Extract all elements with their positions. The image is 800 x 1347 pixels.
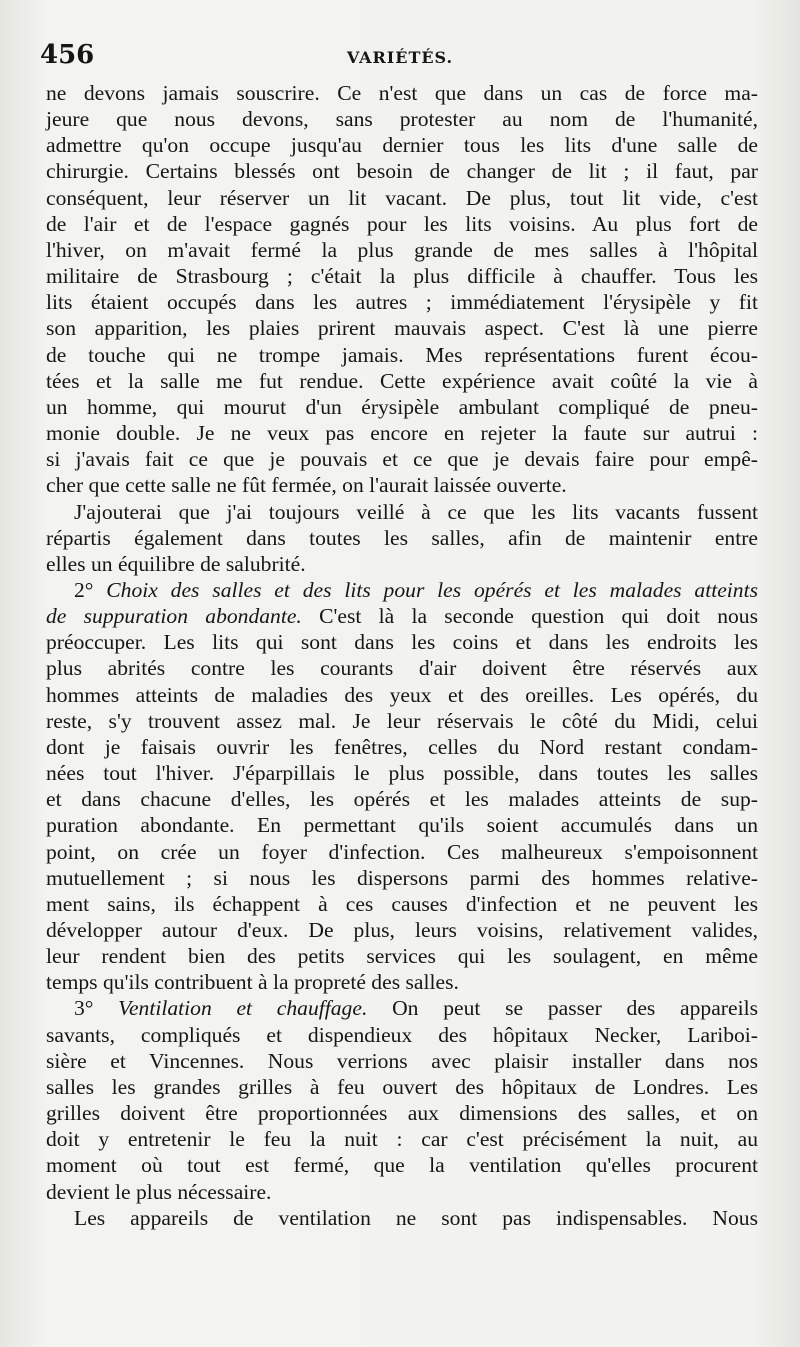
- text-line: ne devons jamais souscrire. Ce n'est que dans un cas de force ma-: [46, 81, 758, 105]
- text-line: sière et Vincennes. Nous verrions avec plaisir installer dans nos: [46, 1048, 758, 1073]
- text-line: développer autour d'eux. De plus, leurs voisins, relativement valides,: [46, 918, 758, 942]
- text-line: si j'avais fait ce que je pouvais et ce que je devais faire pour empê-: [46, 447, 758, 472]
- text-line: et dans chacune d'elles, les opérés et les malades atteints de sup-: [46, 787, 758, 812]
- text-line: temps qu'ils contribuent à la propreté des salles.: [46, 970, 459, 995]
- text-line: puration abondante. En permettant qu'ils soient accumulés dans un: [46, 813, 758, 838]
- text-line: mutuellement ; si nous les dispersons parmi des hommes relative-: [46, 865, 758, 890]
- text-line: [46, 577, 758, 603]
- text-line: point, on crée un foyer d'infection. Ces malheureux s'empoisonnent: [46, 839, 758, 864]
- page-header: [40, 40, 760, 74]
- text-line: admettre qu'on occupe jusqu'au dernier tous les lits d'une salle de: [46, 133, 758, 158]
- text-line: reste, s'y trouvent assez mal. Je leur réservais le côté du Midi, celui: [46, 708, 758, 733]
- text-line: devient le plus nécessaire.: [46, 1179, 272, 1204]
- text-line: leur rendent bien des petits services qui les soulagent, en même: [46, 944, 758, 969]
- section-number: 2°: [74, 577, 107, 602]
- text-line: moment où tout est fermé, que la ventilation qu'elles procurent: [46, 1153, 758, 1178]
- text-line: hommes atteints de maladies des yeux et des oreilles. Les opérés, du: [46, 682, 758, 707]
- section-number: 3°: [74, 996, 119, 1021]
- body-text: [46, 80, 758, 1231]
- running-head: VARIÉTÉS.: [346, 48, 454, 67]
- text-line: Les appareils de ventilation ne sont pas indispensables. Nous: [74, 1205, 758, 1230]
- text-line: doit y entretenir le feu la nuit : car c'est précisément la nuit, au: [46, 1127, 758, 1152]
- text-line: lits étaient occupés dans les autres ; immédiatement l'érysipèle y fit: [46, 290, 758, 315]
- text-line: chirurgie. Certains blessés ont besoin de changer de lit ; il faut, par: [46, 159, 758, 184]
- text-line: son apparition, les plaies prirent mauvais aspect. C'est là une pierre: [46, 316, 758, 341]
- text-line: [46, 603, 758, 629]
- text-line: plus abrités contre les courants d'air doivent être réservés aux: [46, 656, 758, 681]
- text-line: de touche qui ne trompe jamais. Mes représentations furent écou-: [46, 342, 758, 367]
- text-line: elles un équilibre de salubrité.: [46, 551, 306, 576]
- text-line: jeure que nous devons, sans protester au nom de l'humanité,: [46, 107, 758, 132]
- section-heading: de suppuration abondante.: [46, 604, 302, 629]
- text-line: répartis également dans toutes les salles, afin de maintenir entre: [46, 525, 758, 550]
- text-line: grilles doivent être proportionnées aux dimensions des salles, et on: [46, 1101, 758, 1126]
- text-run: C'est là la seconde question qui doit nous: [301, 604, 759, 629]
- text-line: cher que cette salle ne fût fermée, on l'aurait laissée ouverte.: [46, 473, 567, 498]
- section-heading: Ventilation et chauffage.: [118, 996, 368, 1021]
- text-line: un homme, qui mourut d'un érysipèle ambulant compliqué de pneu-: [46, 394, 758, 419]
- page-number: 456: [40, 40, 95, 70]
- text-line: J'ajouterai que j'ai toujours veillé à ce que les lits vacants fussent: [74, 499, 758, 524]
- text-run: On peut se passer des appareils: [367, 996, 758, 1021]
- text-line: monie double. Je ne veux pas encore en rejeter la faute sur autrui :: [46, 421, 758, 446]
- text-line: de l'air et de l'espace gagnés pour les lits voisins. Au plus fort de: [46, 211, 758, 236]
- text-line: l'hiver, on m'avait fermé la plus grande de mes salles à l'hôpital: [46, 237, 758, 262]
- section-heading: Choix des salles et des lits pour les opérés et les malades atteints: [106, 577, 758, 602]
- text-line: militaire de Strasbourg ; c'était la plus difficile à chauffer. Tous les: [46, 264, 758, 289]
- text-line: préoccuper. Les lits qui sont dans les coins et dans les endroits les: [46, 630, 758, 655]
- text-line: tées et la salle me fut rendue. Cette expérience avait coûté la vie à: [46, 368, 758, 393]
- text-line: savants, compliqués et dispendieux des hôpitaux Necker, Lariboi-: [46, 1022, 758, 1047]
- text-line: nées tout l'hiver. J'éparpillais le plus possible, dans toutes les salles: [46, 761, 758, 786]
- text-line: ment sains, ils échappent à ces causes d'infection et ne peuvent les: [46, 891, 758, 916]
- text-line: [46, 995, 758, 1021]
- text-line: dont je faisais ouvrir les fenêtres, celles du Nord restant condam-: [46, 734, 758, 759]
- text-line: conséquent, leur réserver un lit vacant. De plus, tout lit vide, c'est: [46, 185, 758, 210]
- text-line: salles les grandes grilles à feu ouvert des hôpitaux de Londres. Les: [46, 1074, 758, 1099]
